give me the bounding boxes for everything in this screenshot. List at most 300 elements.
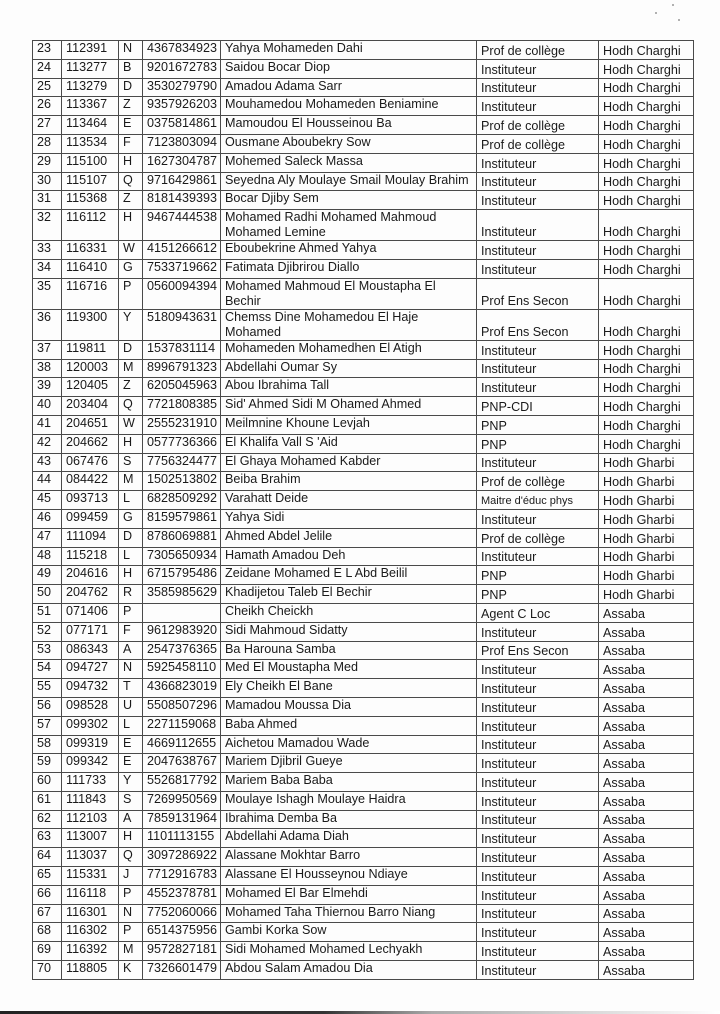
row-number-cell: 66: [33, 885, 62, 904]
region-cell: Hodh Charghi: [599, 359, 694, 378]
job-title-cell: Instituteur: [477, 791, 599, 810]
nni-cell: 4669112655: [143, 735, 221, 754]
key-letter-cell: N: [119, 41, 143, 60]
table-row: [33, 259, 694, 278]
region-cell: Assaba: [599, 848, 694, 867]
full-name-cell: Mohamed Taha Thiernou Barro Niang: [221, 904, 477, 923]
job-title-cell: Instituteur: [477, 259, 599, 278]
full-name-cell: Abdou Salam Amadou Dia: [221, 961, 477, 980]
job-title-cell: PNP-CDI: [477, 397, 599, 416]
key-letter-cell: Y: [119, 773, 143, 792]
full-name-cell: Gambi Korka Sow: [221, 923, 477, 942]
job-title-cell: Prof de collège: [477, 472, 599, 491]
row-number-cell: 49: [33, 566, 62, 585]
matricule-cell: 203404: [62, 397, 119, 416]
region-cell: Hodh Gharbi: [599, 509, 694, 528]
region-cell: Assaba: [599, 622, 694, 641]
full-name-cell: Abou Ibrahima Tall: [221, 378, 477, 397]
nni-cell: 5925458110: [143, 660, 221, 679]
key-letter-cell: M: [119, 942, 143, 961]
region-cell: Hodh Charghi: [599, 153, 694, 172]
key-letter-cell: G: [119, 259, 143, 278]
job-title-cell: Instituteur: [477, 78, 599, 97]
full-name-cell: Varahatt Deide: [221, 491, 477, 510]
key-letter-cell: H: [119, 153, 143, 172]
table-row: [33, 116, 694, 135]
key-letter-cell: S: [119, 791, 143, 810]
full-name-cell: Sid' Ahmed Sidi M Ohamed Ahmed: [221, 397, 477, 416]
matricule-cell: 204762: [62, 585, 119, 604]
table-row: [33, 885, 694, 904]
table-row: [33, 679, 694, 698]
nni-cell: 1627304787: [143, 153, 221, 172]
job-title-cell: Instituteur: [477, 904, 599, 923]
nni-cell: 2271159068: [143, 716, 221, 735]
key-letter-cell: Z: [119, 378, 143, 397]
row-number-cell: 42: [33, 434, 62, 453]
scan-speck: [655, 12, 657, 14]
nni-cell: 7859131964: [143, 810, 221, 829]
nni-cell: 2555231910: [143, 415, 221, 434]
matricule-cell: 077171: [62, 622, 119, 641]
key-letter-cell: H: [119, 566, 143, 585]
region-cell: Assaba: [599, 773, 694, 792]
table-row: [33, 923, 694, 942]
job-title-cell: Prof Ens Secon: [477, 278, 599, 309]
region-cell: Hodh Charghi: [599, 191, 694, 210]
matricule-cell: 116118: [62, 885, 119, 904]
matricule-cell: 094732: [62, 679, 119, 698]
region-cell: Assaba: [599, 660, 694, 679]
job-title-cell: Instituteur: [477, 810, 599, 829]
row-number-cell: 31: [33, 191, 62, 210]
table-row: [33, 191, 694, 210]
row-number-cell: 57: [33, 716, 62, 735]
matricule-cell: 113007: [62, 829, 119, 848]
matricule-cell: 115107: [62, 172, 119, 191]
nni-cell: 0375814861: [143, 116, 221, 135]
matricule-cell: 113534: [62, 134, 119, 153]
table-row: [33, 309, 694, 340]
job-title-cell: PNP: [477, 566, 599, 585]
key-letter-cell: Q: [119, 172, 143, 191]
full-name-cell: Mariem Baba Baba: [221, 773, 477, 792]
key-letter-cell: D: [119, 340, 143, 359]
full-name-cell: Sidi Mahmoud Sidatty: [221, 622, 477, 641]
row-number-cell: 41: [33, 415, 62, 434]
job-title-cell: Agent C Loc: [477, 603, 599, 622]
full-name-cell: Alassane El Housseynou Ndiaye: [221, 867, 477, 886]
region-cell: Assaba: [599, 697, 694, 716]
table-row: [33, 867, 694, 886]
job-title-cell: Prof de collège: [477, 116, 599, 135]
row-number-cell: 54: [33, 660, 62, 679]
row-number-cell: 39: [33, 378, 62, 397]
region-cell: Hodh Charghi: [599, 97, 694, 116]
job-title-cell: Instituteur: [477, 923, 599, 942]
key-letter-cell: E: [119, 116, 143, 135]
nni-cell: 3585985629: [143, 585, 221, 604]
row-number-cell: 36: [33, 309, 62, 340]
region-cell: Hodh Gharbi: [599, 491, 694, 510]
key-letter-cell: H: [119, 829, 143, 848]
key-letter-cell: D: [119, 78, 143, 97]
nni-cell: 4367834923: [143, 41, 221, 60]
table-row: [33, 754, 694, 773]
key-letter-cell: R: [119, 585, 143, 604]
region-cell: Assaba: [599, 829, 694, 848]
row-number-cell: 53: [33, 641, 62, 660]
scan-speck: [678, 19, 680, 21]
table-row: [33, 848, 694, 867]
nni-cell: 9357926203: [143, 97, 221, 116]
matricule-cell: 112103: [62, 810, 119, 829]
job-title-cell: Instituteur: [477, 378, 599, 397]
row-number-cell: 46: [33, 509, 62, 528]
full-name-cell: Mohamed Mahmoud El Moustapha El Bechir: [221, 278, 477, 309]
matricule-cell: 111733: [62, 773, 119, 792]
nni-cell: 4151266612: [143, 241, 221, 260]
nni-cell: 2547376365: [143, 641, 221, 660]
row-number-cell: 35: [33, 278, 62, 309]
table-row: [33, 810, 694, 829]
nni-cell: 6715795486: [143, 566, 221, 585]
matricule-cell: 071406: [62, 603, 119, 622]
matricule-cell: 116331: [62, 241, 119, 260]
matricule-cell: 111094: [62, 528, 119, 547]
full-name-cell: Aichetou Mamadou Wade: [221, 735, 477, 754]
job-title-cell: Instituteur: [477, 97, 599, 116]
table-row: [33, 78, 694, 97]
full-name-cell: Mohamed Radhi Mohamed Mahmoud Mohamed Lemine: [221, 210, 477, 241]
region-cell: Assaba: [599, 942, 694, 961]
region-cell: Assaba: [599, 735, 694, 754]
matricule-cell: 115368: [62, 191, 119, 210]
matricule-cell: 116410: [62, 259, 119, 278]
job-title-cell: Maitre d'éduc phys: [477, 491, 599, 510]
matricule-cell: 120003: [62, 359, 119, 378]
table-row: [33, 340, 694, 359]
region-cell: Assaba: [599, 885, 694, 904]
scan-speck: [672, 4, 674, 6]
nni-cell: 5526817792: [143, 773, 221, 792]
row-number-cell: 44: [33, 472, 62, 491]
row-number-cell: 38: [33, 359, 62, 378]
job-title-cell: Instituteur: [477, 829, 599, 848]
matricule-cell: 118805: [62, 961, 119, 980]
nni-cell: [143, 603, 221, 622]
nni-cell: 6205045963: [143, 378, 221, 397]
full-name-cell: Abdellahi Oumar Sy: [221, 359, 477, 378]
nni-cell: 2047638767: [143, 754, 221, 773]
nni-cell: 8996791323: [143, 359, 221, 378]
table-row: [33, 453, 694, 472]
row-number-cell: 29: [33, 153, 62, 172]
key-letter-cell: P: [119, 603, 143, 622]
full-name-cell: Med El Moustapha Med: [221, 660, 477, 679]
full-name-cell: Yahya Mohameden Dahi: [221, 41, 477, 60]
row-number-cell: 23: [33, 41, 62, 60]
key-letter-cell: B: [119, 59, 143, 78]
matricule-cell: 116392: [62, 942, 119, 961]
region-cell: Assaba: [599, 810, 694, 829]
matricule-cell: 113037: [62, 848, 119, 867]
full-name-cell: Moulaye Ishagh Moulaye Haidra: [221, 791, 477, 810]
region-cell: Assaba: [599, 791, 694, 810]
region-cell: Hodh Charghi: [599, 241, 694, 260]
matricule-cell: 099342: [62, 754, 119, 773]
job-title-cell: Instituteur: [477, 679, 599, 698]
key-letter-cell: M: [119, 359, 143, 378]
job-title-cell: PNP: [477, 585, 599, 604]
key-letter-cell: L: [119, 547, 143, 566]
full-name-cell: Yahya Sidi: [221, 509, 477, 528]
nni-cell: 0577736366: [143, 434, 221, 453]
job-title-cell: Instituteur: [477, 697, 599, 716]
table-row: [33, 472, 694, 491]
full-name-cell: Zeidane Mohamed E L Abd Beilil: [221, 566, 477, 585]
job-title-cell: Instituteur: [477, 191, 599, 210]
matricule-cell: 116716: [62, 278, 119, 309]
key-letter-cell: A: [119, 810, 143, 829]
matricule-cell: 116112: [62, 210, 119, 241]
matricule-cell: 115100: [62, 153, 119, 172]
nni-cell: 9572827181: [143, 942, 221, 961]
table-row: [33, 585, 694, 604]
matricule-cell: 115218: [62, 547, 119, 566]
nni-cell: 7326601479: [143, 961, 221, 980]
full-name-cell: Bocar Djiby Sem: [221, 191, 477, 210]
job-title-cell: Instituteur: [477, 848, 599, 867]
key-letter-cell: Q: [119, 848, 143, 867]
nni-cell: 3097286922: [143, 848, 221, 867]
nni-cell: 9612983920: [143, 622, 221, 641]
region-cell: Hodh Charghi: [599, 59, 694, 78]
nni-cell: 7269950569: [143, 791, 221, 810]
table-row: [33, 829, 694, 848]
key-letter-cell: H: [119, 434, 143, 453]
table-row: [33, 660, 694, 679]
job-title-cell: Instituteur: [477, 153, 599, 172]
key-letter-cell: Z: [119, 97, 143, 116]
row-number-cell: 34: [33, 259, 62, 278]
row-number-cell: 26: [33, 97, 62, 116]
region-cell: Hodh Charghi: [599, 41, 694, 60]
row-number-cell: 68: [33, 923, 62, 942]
table-row: [33, 547, 694, 566]
row-number-cell: 33: [33, 241, 62, 260]
table-row: [33, 415, 694, 434]
table-row: [33, 172, 694, 191]
row-number-cell: 28: [33, 134, 62, 153]
matricule-cell: 119300: [62, 309, 119, 340]
region-cell: Hodh Gharbi: [599, 547, 694, 566]
key-letter-cell: E: [119, 735, 143, 754]
full-name-cell: Hamath Amadou Deh: [221, 547, 477, 566]
table-row: [33, 491, 694, 510]
nni-cell: 7712916783: [143, 867, 221, 886]
table-row: [33, 773, 694, 792]
full-name-cell: Ousmane Aboubekry Sow: [221, 134, 477, 153]
region-cell: Hodh Gharbi: [599, 453, 694, 472]
table-row: [33, 641, 694, 660]
matricule-cell: 111843: [62, 791, 119, 810]
table-row: [33, 359, 694, 378]
key-letter-cell: H: [119, 210, 143, 241]
region-cell: Hodh Charghi: [599, 278, 694, 309]
region-cell: Hodh Charghi: [599, 210, 694, 241]
nni-cell: 5508507296: [143, 697, 221, 716]
table-row: [33, 241, 694, 260]
nni-cell: 0560094394: [143, 278, 221, 309]
region-cell: Hodh Charghi: [599, 309, 694, 340]
matricule-cell: 094727: [62, 660, 119, 679]
region-cell: Assaba: [599, 754, 694, 773]
nni-cell: 6514375956: [143, 923, 221, 942]
matricule-cell: 113464: [62, 116, 119, 135]
job-title-cell: Instituteur: [477, 210, 599, 241]
job-title-cell: Instituteur: [477, 453, 599, 472]
key-letter-cell: P: [119, 885, 143, 904]
staff-table: [32, 40, 694, 980]
full-name-cell: Fatimata Djibrirou Diallo: [221, 259, 477, 278]
table-row: [33, 278, 694, 309]
region-cell: Hodh Gharbi: [599, 585, 694, 604]
matricule-cell: 112391: [62, 41, 119, 60]
full-name-cell: Mariem Djibril Gueye: [221, 754, 477, 773]
nni-cell: 9201672783: [143, 59, 221, 78]
row-number-cell: 50: [33, 585, 62, 604]
row-number-cell: 67: [33, 904, 62, 923]
region-cell: Hodh Charghi: [599, 78, 694, 97]
row-number-cell: 64: [33, 848, 62, 867]
job-title-cell: Instituteur: [477, 509, 599, 528]
full-name-cell: Ba Harouna Samba: [221, 641, 477, 660]
region-cell: Hodh Gharbi: [599, 472, 694, 491]
full-name-cell: El Ghaya Mohamed Kabder: [221, 453, 477, 472]
table-row: [33, 397, 694, 416]
table-row: [33, 603, 694, 622]
region-cell: Assaba: [599, 679, 694, 698]
matricule-cell: 204616: [62, 566, 119, 585]
job-title-cell: Instituteur: [477, 735, 599, 754]
table-row: [33, 378, 694, 397]
matricule-cell: 113279: [62, 78, 119, 97]
key-letter-cell: L: [119, 716, 143, 735]
key-letter-cell: J: [119, 867, 143, 886]
table-row: [33, 528, 694, 547]
key-letter-cell: T: [119, 679, 143, 698]
full-name-cell: Chemss Dine Mohamedou El Haje Mohamed: [221, 309, 477, 340]
full-name-cell: Ibrahima Demba Ba: [221, 810, 477, 829]
key-letter-cell: F: [119, 622, 143, 641]
matricule-cell: 116302: [62, 923, 119, 942]
nni-cell: 8181439393: [143, 191, 221, 210]
nni-cell: 9716429861: [143, 172, 221, 191]
region-cell: Assaba: [599, 603, 694, 622]
full-name-cell: Mouhamedou Mohameden Beniamine: [221, 97, 477, 116]
key-letter-cell: N: [119, 660, 143, 679]
full-name-cell: Seyedna Aly Moulaye Smail Moulay Brahim: [221, 172, 477, 191]
full-name-cell: Mohamed El Bar Elmehdi: [221, 885, 477, 904]
full-name-cell: Mamadou Moussa Dia: [221, 697, 477, 716]
matricule-cell: 113277: [62, 59, 119, 78]
row-number-cell: 56: [33, 697, 62, 716]
full-name-cell: Meilmnine Khoune Levjah: [221, 415, 477, 434]
nni-cell: 8159579861: [143, 509, 221, 528]
full-name-cell: El Khalifa Vall S 'Aid: [221, 434, 477, 453]
nni-cell: 1502513802: [143, 472, 221, 491]
matricule-cell: 067476: [62, 453, 119, 472]
row-number-cell: 37: [33, 340, 62, 359]
job-title-cell: Instituteur: [477, 660, 599, 679]
table-row: [33, 904, 694, 923]
row-number-cell: 52: [33, 622, 62, 641]
region-cell: Assaba: [599, 904, 694, 923]
table-row: [33, 791, 694, 810]
full-name-cell: Alassane Mokhtar Barro: [221, 848, 477, 867]
key-letter-cell: D: [119, 528, 143, 547]
row-number-cell: 69: [33, 942, 62, 961]
key-letter-cell: M: [119, 472, 143, 491]
job-title-cell: Instituteur: [477, 942, 599, 961]
region-cell: Hodh Charghi: [599, 134, 694, 153]
job-title-cell: Instituteur: [477, 359, 599, 378]
row-number-cell: 32: [33, 210, 62, 241]
job-title-cell: Instituteur: [477, 241, 599, 260]
key-letter-cell: F: [119, 134, 143, 153]
row-number-cell: 58: [33, 735, 62, 754]
job-title-cell: Instituteur: [477, 340, 599, 359]
region-cell: Hodh Charghi: [599, 397, 694, 416]
matricule-cell: 115331: [62, 867, 119, 886]
key-letter-cell: L: [119, 491, 143, 510]
matricule-cell: 098528: [62, 697, 119, 716]
job-title-cell: Instituteur: [477, 172, 599, 191]
nni-cell: 7756324477: [143, 453, 221, 472]
table-row: [33, 942, 694, 961]
nni-cell: 6828509292: [143, 491, 221, 510]
key-letter-cell: P: [119, 923, 143, 942]
row-number-cell: 62: [33, 810, 62, 829]
full-name-cell: Sidi Mohamed Mohamed Lechyakh: [221, 942, 477, 961]
table-row: [33, 716, 694, 735]
row-number-cell: 45: [33, 491, 62, 510]
key-letter-cell: U: [119, 697, 143, 716]
full-name-cell: Amadou Adama Sarr: [221, 78, 477, 97]
table-row: [33, 59, 694, 78]
table-row: [33, 210, 694, 241]
row-number-cell: 60: [33, 773, 62, 792]
row-number-cell: 55: [33, 679, 62, 698]
job-title-cell: Instituteur: [477, 716, 599, 735]
key-letter-cell: K: [119, 961, 143, 980]
row-number-cell: 63: [33, 829, 62, 848]
job-title-cell: Prof de collège: [477, 134, 599, 153]
table-row: [33, 153, 694, 172]
nni-cell: 4366823019: [143, 679, 221, 698]
nni-cell: 4552378781: [143, 885, 221, 904]
job-title-cell: Instituteur: [477, 547, 599, 566]
region-cell: Hodh Charghi: [599, 378, 694, 397]
region-cell: Hodh Charghi: [599, 415, 694, 434]
row-number-cell: 27: [33, 116, 62, 135]
job-title-cell: Instituteur: [477, 59, 599, 78]
matricule-cell: 119811: [62, 340, 119, 359]
full-name-cell: Khadijetou Taleb El Bechir: [221, 585, 477, 604]
full-name-cell: Ahmed Abdel Jelile: [221, 528, 477, 547]
nni-cell: 1537831114: [143, 340, 221, 359]
